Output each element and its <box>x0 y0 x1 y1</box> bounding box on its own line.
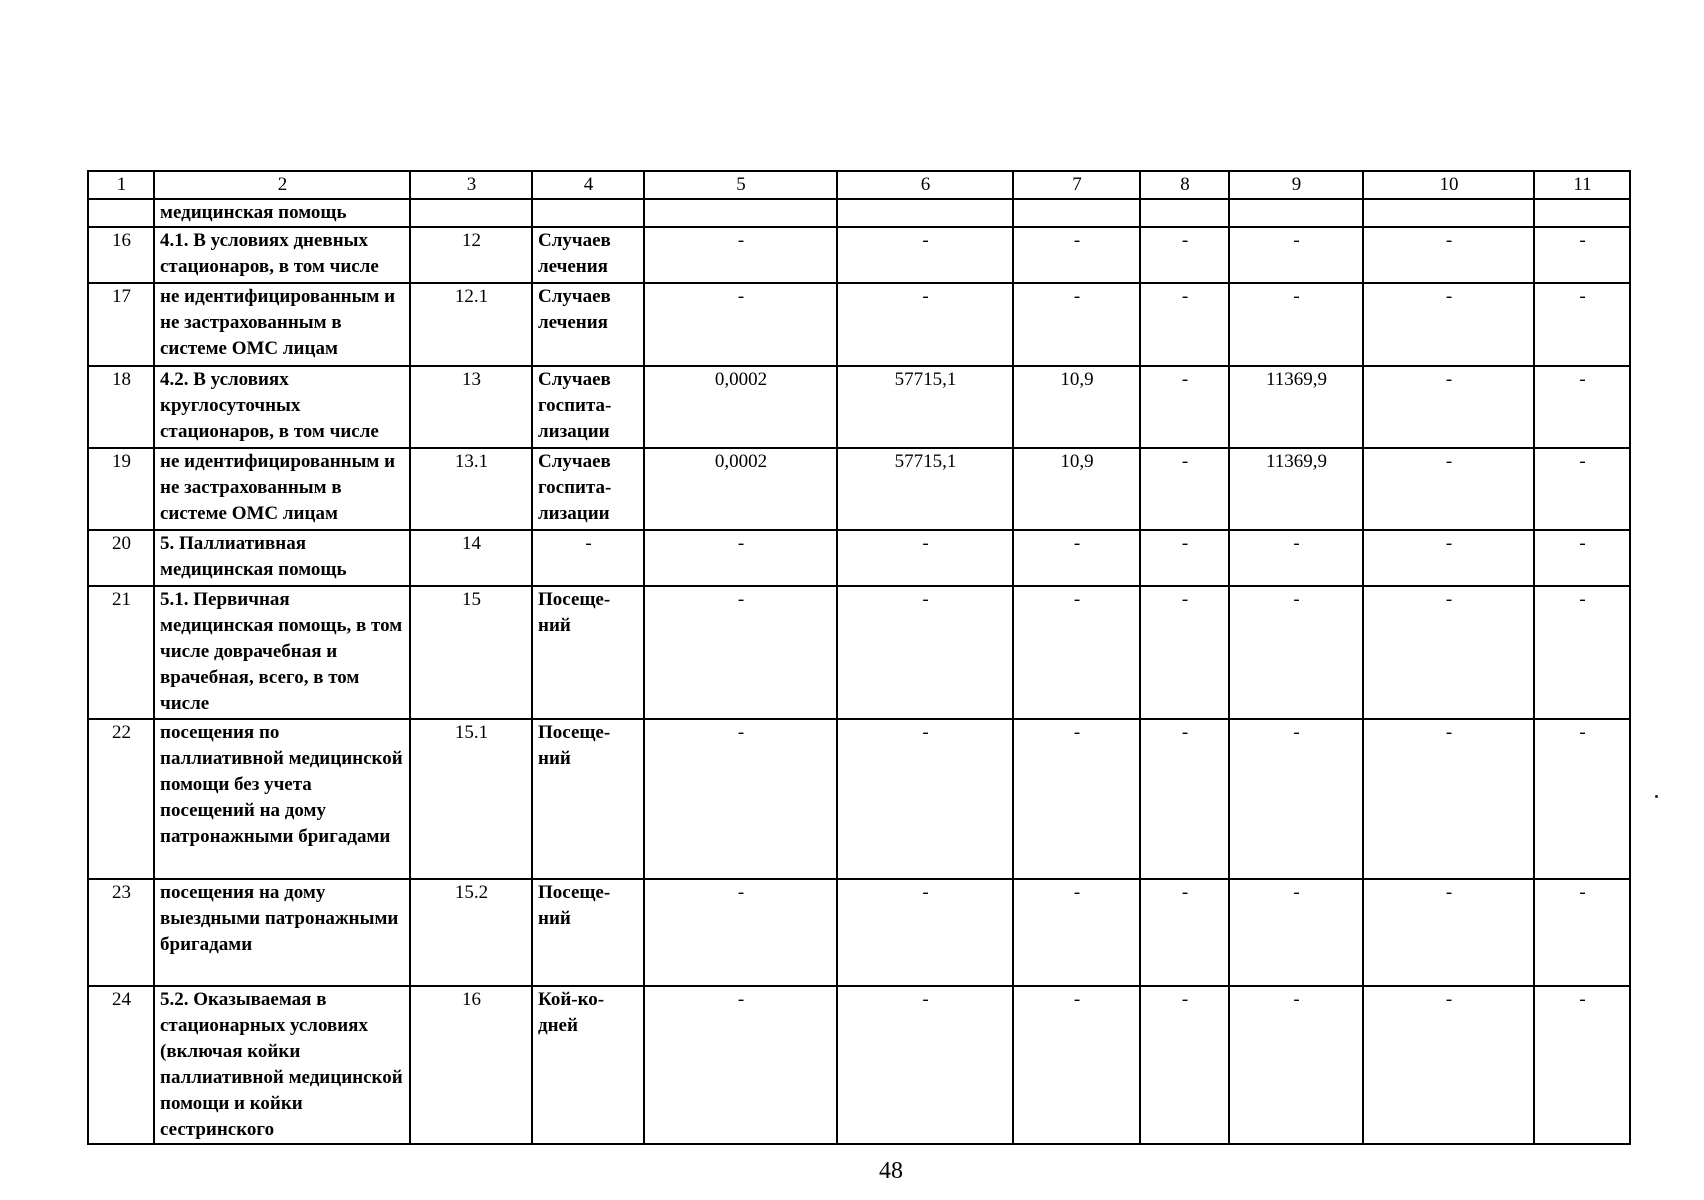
cell-col10: - <box>1363 448 1534 530</box>
row-number: 21 <box>88 586 154 719</box>
row-number: 24 <box>88 986 154 1144</box>
row-code: 15.1 <box>410 719 532 879</box>
cell-col11: - <box>1534 530 1630 586</box>
row-code: 12 <box>410 227 532 283</box>
cell-col5: - <box>644 719 837 879</box>
cell-col6: - <box>837 283 1013 366</box>
cell-col8: - <box>1140 448 1229 530</box>
row-description: 4.1. В условиях дневных стационаров, в том числе <box>154 227 410 283</box>
row-code: 13.1 <box>410 448 532 530</box>
header-cell: 3 <box>410 171 532 199</box>
cell-col9: - <box>1229 530 1363 586</box>
header-cell: 5 <box>644 171 837 199</box>
cell-col6: - <box>837 227 1013 283</box>
row-number: 18 <box>88 366 154 448</box>
row-number: 16 <box>88 227 154 283</box>
cell-col10: - <box>1363 586 1534 719</box>
cell-col11: - <box>1534 448 1630 530</box>
cell-col8: - <box>1140 227 1229 283</box>
row-description: 5.2. Оказываемая в стационарных условиях (включая койки паллиативной медицинской помощи и койки сестринского <box>154 986 410 1144</box>
header-cell: 7 <box>1013 171 1140 199</box>
cell-col7: - <box>1013 227 1140 283</box>
row-description: посещения на дому выездными патронажными бригадами <box>154 879 410 986</box>
cell-col7: - <box>1013 719 1140 879</box>
row-unit: Посеще-ний <box>532 879 644 986</box>
cell-col5: - <box>644 283 837 366</box>
row-code: 15 <box>410 586 532 719</box>
row-description: не идентифицированным и не застрахованным в системе ОМС лицам <box>154 283 410 366</box>
cell-col5: 0,0002 <box>644 448 837 530</box>
row-number: 23 <box>88 879 154 986</box>
row-code: 12.1 <box>410 283 532 366</box>
cell-col7: - <box>1013 586 1140 719</box>
cell-empty <box>88 199 154 227</box>
row-unit: Посеще-ний <box>532 719 644 879</box>
cell-col11: - <box>1534 986 1630 1144</box>
page-number: 48 <box>879 1158 903 1184</box>
header-cell: 10 <box>1363 171 1534 199</box>
row-description: посещения по паллиативной медицинской помощи без учета посещений на дому патронажными бригадами <box>154 719 410 879</box>
cell-empty <box>1013 199 1140 227</box>
cell-col5: 0,0002 <box>644 366 837 448</box>
cell-col9: 11369,9 <box>1229 448 1363 530</box>
row-description: не идентифицированным и не застрахованным в системе ОМС лицам <box>154 448 410 530</box>
table-row <box>88 719 1630 879</box>
cell-col9: - <box>1229 227 1363 283</box>
row-unit: Кой-ко-дней <box>532 986 644 1144</box>
cell-col8: - <box>1140 283 1229 366</box>
header-cell: 8 <box>1140 171 1229 199</box>
header-cell: 11 <box>1534 171 1630 199</box>
cell-col11: - <box>1534 879 1630 986</box>
header-cell: 6 <box>837 171 1013 199</box>
row-number: 22 <box>88 719 154 879</box>
cell-col8: - <box>1140 986 1229 1144</box>
cell-empty <box>532 199 644 227</box>
row-description: 4.2. В условиях круглосуточных стационаров, в том числе <box>154 366 410 448</box>
data-table <box>87 170 1631 1145</box>
cell-col10: - <box>1363 719 1534 879</box>
cell-col11: - <box>1534 366 1630 448</box>
cell-col6: - <box>837 986 1013 1144</box>
row-unit: Случаев госпита-лизации <box>532 366 644 448</box>
cell-col5: - <box>644 586 837 719</box>
cell-col10: - <box>1363 530 1534 586</box>
header-cell: 4 <box>532 171 644 199</box>
cell-col7: - <box>1013 986 1140 1144</box>
continuation-row <box>88 199 1630 227</box>
row-description: 5. Паллиативная медицинская помощь <box>154 530 410 586</box>
table-row <box>88 879 1630 986</box>
row-unit: Случаев лечения <box>532 283 644 366</box>
cell-col11: - <box>1534 227 1630 283</box>
cell-col9: 11369,9 <box>1229 366 1363 448</box>
cell-col7: - <box>1013 879 1140 986</box>
row-number: 20 <box>88 530 154 586</box>
cell-col10: - <box>1363 879 1534 986</box>
row-description: 5.1. Первичная медицинская помощь, в том числе доврачебная и врачебная, всего, в том числе <box>154 586 410 719</box>
cell-col8: - <box>1140 719 1229 879</box>
cell-col11: - <box>1534 719 1630 879</box>
table-row <box>88 366 1630 448</box>
header-cell: 1 <box>88 171 154 199</box>
cell-col7: 10,9 <box>1013 448 1140 530</box>
table-row <box>88 227 1630 283</box>
cell-col10: - <box>1363 366 1534 448</box>
cell-col9: - <box>1229 719 1363 879</box>
cell-col9: - <box>1229 879 1363 986</box>
cell-col8: - <box>1140 879 1229 986</box>
cell-col5: - <box>644 986 837 1144</box>
cell-col10: - <box>1363 283 1534 366</box>
cell-col6: - <box>837 586 1013 719</box>
row-code: 14 <box>410 530 532 586</box>
row-code: 15.2 <box>410 879 532 986</box>
cell-col9: - <box>1229 283 1363 366</box>
row-unit: Случаев госпита-лизации <box>532 448 644 530</box>
cell-col5: - <box>644 879 837 986</box>
cell-col8: - <box>1140 530 1229 586</box>
header-cell: 2 <box>154 171 410 199</box>
cell-empty <box>410 199 532 227</box>
cell-col10: - <box>1363 986 1534 1144</box>
cell-empty <box>1140 199 1229 227</box>
cell-empty <box>1363 199 1534 227</box>
cell-col6: - <box>837 719 1013 879</box>
cell-col9: - <box>1229 586 1363 719</box>
cell-col11: - <box>1534 586 1630 719</box>
cell-col7: - <box>1013 530 1140 586</box>
cell-empty <box>1229 199 1363 227</box>
table-row <box>88 586 1630 719</box>
cell-col8: - <box>1140 366 1229 448</box>
cell-col5: - <box>644 227 837 283</box>
row-code: 13 <box>410 366 532 448</box>
cell-col6: - <box>837 530 1013 586</box>
header-cell: 9 <box>1229 171 1363 199</box>
cell-col6: 57715,1 <box>837 448 1013 530</box>
cell-col7: - <box>1013 283 1140 366</box>
table-row <box>88 283 1630 366</box>
cell-col6: 57715,1 <box>837 366 1013 448</box>
row-number: 17 <box>88 283 154 366</box>
row-number: 19 <box>88 448 154 530</box>
cell-col7: 10,9 <box>1013 366 1140 448</box>
scan-speck <box>1655 795 1658 798</box>
cell-col11: - <box>1534 283 1630 366</box>
row-unit: Случаев лечения <box>532 227 644 283</box>
row-code: 16 <box>410 986 532 1144</box>
cell-empty <box>837 199 1013 227</box>
cell-col5: - <box>644 530 837 586</box>
cell-col8: - <box>1140 586 1229 719</box>
row-unit: - <box>532 530 644 586</box>
cell-empty <box>1534 199 1630 227</box>
cell-empty <box>644 199 837 227</box>
cell-col10: - <box>1363 227 1534 283</box>
row-unit: Посеще-ний <box>532 586 644 719</box>
continuation-text: медицинская помощь <box>154 199 410 227</box>
cell-col6: - <box>837 879 1013 986</box>
table-row <box>88 986 1630 1144</box>
header-row <box>88 171 1630 199</box>
cell-col9: - <box>1229 986 1363 1144</box>
table-row <box>88 448 1630 530</box>
table-row <box>88 530 1630 586</box>
